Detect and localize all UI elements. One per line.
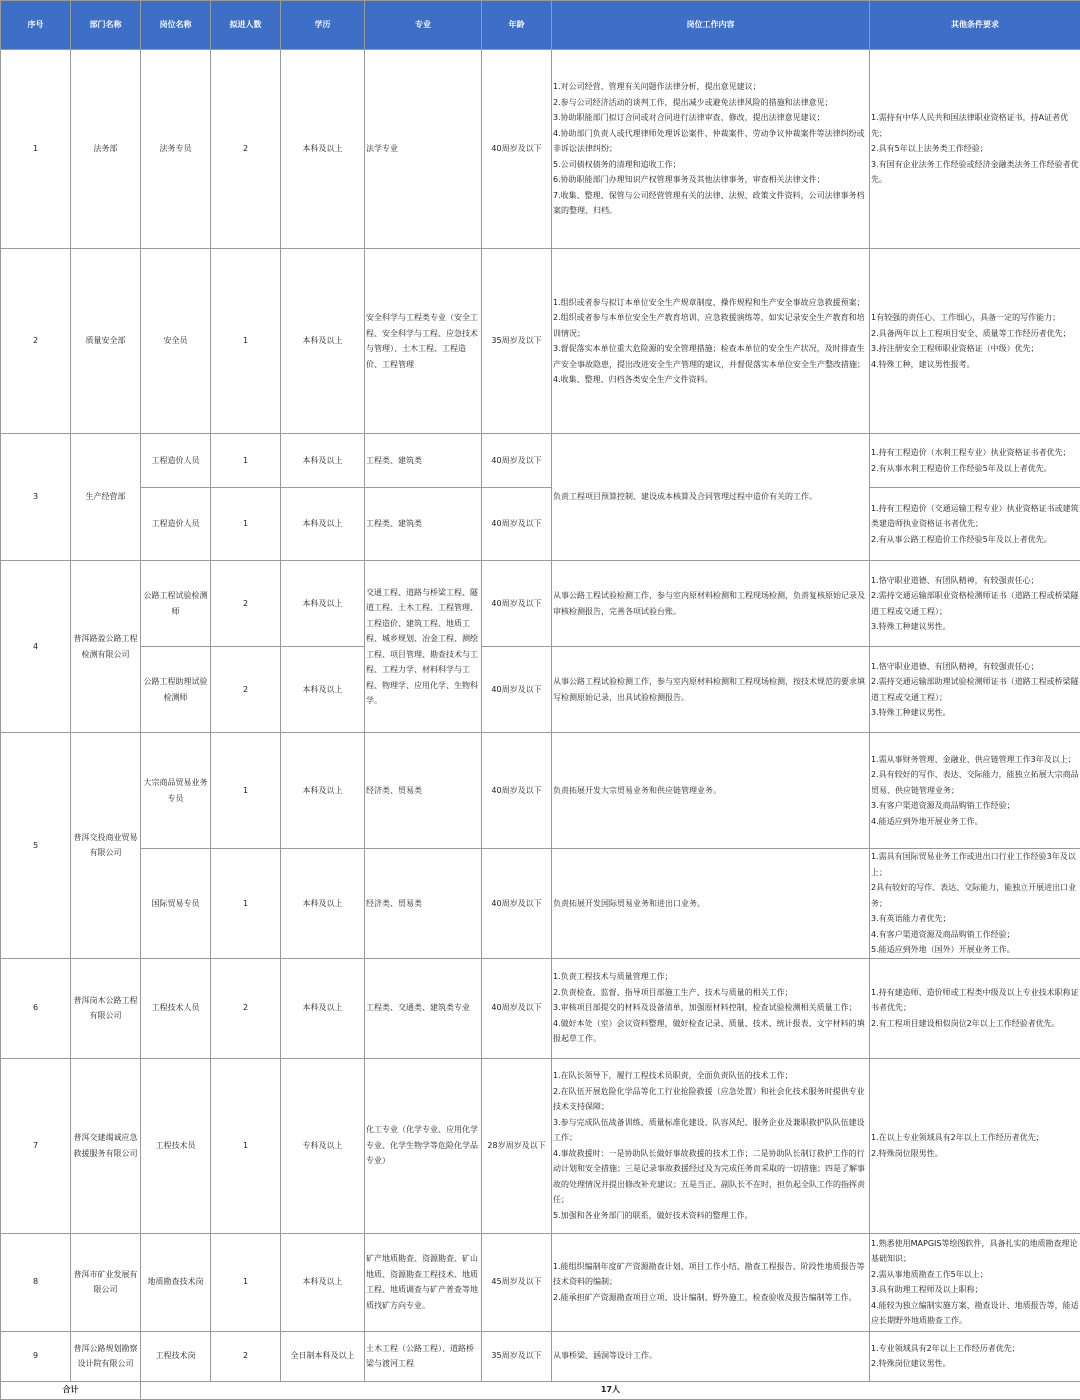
cell-no: 2 xyxy=(1,249,71,434)
cell-education: 本科及以上 xyxy=(281,488,365,561)
cell-no: 3 xyxy=(1,434,71,561)
cell-count: 1 xyxy=(211,1233,281,1331)
cell-requirements: 1.恪守职业道德、有团队精神，有较强责任心； 2.需持交通运输部助理试验检测师证书（道路工程或桥梁隧道工程或交通工程）； 3.特殊工种建议男性。 xyxy=(870,647,1080,733)
cell-major: 安全科学与工程类专业（安全工程、安全科学与工程、应急技术与管理）、土木工程、工程造价、工程管理 xyxy=(365,249,482,434)
cell-count: 2 xyxy=(211,561,281,647)
cell-duty: 负责拓展开发国际贸易业务和进出口业务。 xyxy=(552,849,870,959)
cell-major: 经济类、贸易类 xyxy=(365,733,482,849)
cell-count: 2 xyxy=(211,958,281,1058)
cell-no: 5 xyxy=(1,733,71,959)
cell-no: 4 xyxy=(1,561,71,733)
cell-position: 工程造价人员 xyxy=(141,488,211,561)
cell-duty: 1.组织或者参与拟订本单位安全生产规章制度、操作规程和生产安全事故应急救援预案； 2.组织或者参与本单位安全生产教育培训、应急救援演练等，如实记录安全生产教育和培训情况； 3.督促落实本单位重大危险源的安全管理措施；检查本单位的安全生产状况，及时排查生产安全事故隐患，提出改进安全生产管理的建议，并督促落实本单位安全生产整改措施； 4.收集、整理、归档各类安全生产文件资料。 xyxy=(552,249,870,434)
cell-position: 工程技术人员 xyxy=(141,958,211,1058)
cell-education: 本科及以上 xyxy=(281,647,365,733)
cell-count: 1 xyxy=(211,733,281,849)
total-label: 合计 xyxy=(1,1381,141,1399)
table-row xyxy=(1,1331,1080,1381)
table-row xyxy=(1,488,1080,561)
cell-count: 1 xyxy=(211,849,281,959)
cell-requirements: 1.需具有国际贸易业务工作或进出口行业工作经验3年及以上； 2具有较好的写作、表达、交际能力，能独立开展进出口业务； 3.有英语能力者优先； 4.有客户渠道资源及商品购销工作经验； 5.能适应到外地（国外）开展业务工作。 xyxy=(870,849,1080,959)
cell-count: 2 xyxy=(211,1331,281,1381)
table-row xyxy=(1,249,1080,434)
header-education: 学历 xyxy=(281,1,365,50)
cell-age: 40周岁及以下 xyxy=(482,849,552,959)
cell-education: 本科及以上 xyxy=(281,849,365,959)
cell-requirements: 1.在以上专业领域具有2年以上工作经历者优先； 2.特殊岗位限男性。 xyxy=(870,1058,1080,1233)
cell-dept: 生产经营部 xyxy=(71,434,141,561)
cell-age: 35周岁及以下 xyxy=(482,249,552,434)
cell-duty: 从事公路工程试验检测工作，参与室内原材料检测和工程现场检测，负责复核原始记录及审核检测报告，完善各项试验台账。 xyxy=(552,561,870,647)
cell-age: 40周岁及以下 xyxy=(482,488,552,561)
total-value: 17人 xyxy=(141,1381,1080,1399)
cell-no: 9 xyxy=(1,1331,71,1381)
table-row xyxy=(1,958,1080,1058)
cell-requirements: 1.持有工程造价（水利工程专业）执业资格证书者优先； 2.有从事水利工程造价工作经验5年及以上者优先。 xyxy=(870,434,1080,488)
header-requirements: 其他条件要求 xyxy=(870,1,1080,50)
cell-education: 本科及以上 xyxy=(281,1233,365,1331)
cell-count: 2 xyxy=(211,647,281,733)
cell-education: 本科及以上 xyxy=(281,561,365,647)
cell-age: 28岁周岁及以下 xyxy=(482,1058,552,1233)
table-row xyxy=(1,50,1080,249)
cell-dept: 普洱交投商业贸易有限公司 xyxy=(71,733,141,959)
cell-age: 45周岁及以下 xyxy=(482,1233,552,1331)
cell-duty: 从事公路工程试验检测工作，参与室内原材料检测和工程现场检测，按技术规范的要求填写检测原始记录，出具试验检测报告。 xyxy=(552,647,870,733)
cell-requirements: 1有较强的责任心、工作细心，具备一定的写作能力； 2.具备两年以上工程项目安全、质量等工作经历者优先； 3.持注册安全工程师职业资格证（中级）优先； 4.特殊工种，建议男性报考。 xyxy=(870,249,1080,434)
cell-education: 本科及以上 xyxy=(281,249,365,434)
header-major: 专业 xyxy=(365,1,482,50)
header-dept: 部门名称 xyxy=(71,1,141,50)
cell-duty: 负责工程项目预算控制、建设成本核算及合同管理过程中造价有关的工作。 xyxy=(552,434,870,561)
cell-count: 2 xyxy=(211,50,281,249)
table-row xyxy=(1,1233,1080,1331)
cell-no: 6 xyxy=(1,958,71,1058)
cell-age: 40周岁及以下 xyxy=(482,561,552,647)
header-duty: 岗位工作内容 xyxy=(552,1,870,50)
cell-position: 公路工程试验检测师 xyxy=(141,561,211,647)
table-row xyxy=(1,561,1080,647)
cell-count: 1 xyxy=(211,488,281,561)
cell-education: 专科及以上 xyxy=(281,1058,365,1233)
cell-position: 工程技术员 xyxy=(141,1058,211,1233)
cell-count: 1 xyxy=(211,434,281,488)
cell-position: 大宗商品贸易业务专员 xyxy=(141,733,211,849)
cell-dept: 普洱岗木公路工程有限公司 xyxy=(71,958,141,1058)
cell-major: 土木工程（公路工程）、道路桥梁与渡河工程 xyxy=(365,1331,482,1381)
cell-dept: 质量安全部 xyxy=(71,249,141,434)
header-no: 序号 xyxy=(1,1,71,50)
header-count: 拟进人数 xyxy=(211,1,281,50)
cell-age: 40周岁及以下 xyxy=(482,647,552,733)
cell-position: 工程技术岗 xyxy=(141,1331,211,1381)
cell-duty: 1.对公司经营、管理有关问题作法律分析，提出意见建议； 2.参与公司经济活动的谈判工作，提出减少或避免法律风险的措施和法律意见； 3.协助职能部门拟订合同或对合同进行法律审查、修改，提出法律意见建议； 4.协助部门负责人或代理律师处理诉讼案件、仲裁案件、劳动争议仲裁案件等法律纠纷或非诉讼法律纠纷； 5.公司债权债务的清理和追收工作； 6.协助职能部门办理知识产权管理事务及其他法律事务，审查相关法律文件； 7.收集、整理、保管与公司经营管理有关的法律、法规、政策文件资料，公司法律事务档案的整理、归档。 xyxy=(552,50,870,249)
header-age: 年龄 xyxy=(482,1,552,50)
cell-position: 法务专员 xyxy=(141,50,211,249)
cell-requirements: 1.专业领域具有2年以上工作经历者优先； 2.特殊岗位建议男性。 xyxy=(870,1331,1080,1381)
cell-major: 工程类、建筑类 xyxy=(365,434,482,488)
cell-education: 本科及以上 xyxy=(281,958,365,1058)
cell-duty: 负责拓展开发大宗贸易业务和供应链管理业务。 xyxy=(552,733,870,849)
table-row xyxy=(1,733,1080,849)
header-position: 岗位名称 xyxy=(141,1,211,50)
header-row xyxy=(1,1,1080,50)
cell-duty: 1.能组织编制年度矿产资源勘查计划、项目工作小结、勘查工程报告、阶段性地质报告等技术资料的编制； 2.能承担矿产资源勘查项目立项、设计编制、野外施工，检查验收及报告编制等工作。 xyxy=(552,1233,870,1331)
cell-position: 工程造价人员 xyxy=(141,434,211,488)
cell-requirements: 1.熟悉使用MAPGIS等绘图软件，具备扎实的地质勘查理论基础知识； 2.需从事地质勘查工作5年以上； 3.具有助理工程师及以上职称； 4.能较为独立编制实施方案、勘查设计、地质报告等，能适应长期野外地质勘查工作。 xyxy=(870,1233,1080,1331)
cell-duty: 1.在队长领导下，履行工程技术员职责，全面负责队伍的技术工作； 2.在队伍开展危险化学品等化工行业抢险救援（应急处置）和社会化技术服务时提供专业技术支持保障； 3.参与完成队伍战备训练、质量标准化建设、队容风纪、服务企业及兼职救护队队伍建设工作； 4.事故救援时：一是协助队长做好事故救援的技术工作；二是协助队长制订救护工作的行动计划和安全措施；三是记录事故救援经过及为完成任务而采取的一切措施；四是了解事故的处理情况并提出修改补充建议；五是当正、副队长不在时，担负起全队工作的指挥责任； 5.加强和各业务部门的联系，做好技术资料的整理工作。 xyxy=(552,1058,870,1233)
table-row xyxy=(1,434,1080,488)
cell-age: 35周岁及以下 xyxy=(482,1331,552,1381)
cell-position: 公路工程助理试验检测师 xyxy=(141,647,211,733)
cell-age: 40周岁及以下 xyxy=(482,434,552,488)
cell-major: 化工专业（化学专业、应用化学专业、化学生物学等危险化学品专业） xyxy=(365,1058,482,1233)
cell-count: 1 xyxy=(211,249,281,434)
cell-no: 1 xyxy=(1,50,71,249)
cell-position: 安全员 xyxy=(141,249,211,434)
table-row xyxy=(1,849,1080,959)
cell-education: 全日制本科及以上 xyxy=(281,1331,365,1381)
cell-major: 矿产地质勘查、资源勘查、矿山地质、资源勘查工程技术、地质工程、地质调查与矿产普查等地质找矿方向专业。 xyxy=(365,1233,482,1331)
cell-duty: 1.负责工程技术与质量管理工作； 2.负责检查、监督、指导项目部施工生产、技术与质量的相关工作； 3.审核项目部提交的材料及设备清单，加强原材料控制，检查试验检测相关质量工作； 4.做好本处（室）会议资料整理，做好检查记录、质量、技术、统计报表、文字材料的填报起草工作。 xyxy=(552,958,870,1058)
cell-dept: 普洱路盈公路工程检测有限公司 xyxy=(71,561,141,733)
cell-no: 8 xyxy=(1,1233,71,1331)
cell-education: 本科及以上 xyxy=(281,50,365,249)
cell-position: 地质勘查技术岗 xyxy=(141,1233,211,1331)
cell-education: 本科及以上 xyxy=(281,733,365,849)
cell-count: 1 xyxy=(211,1058,281,1233)
cell-major: 交通工程、道路与桥梁工程、隧道工程、土木工程、工程管理、工程造价、建筑工程、地质工程、城乡规划、冶金工程、测绘工程、项目管理、勘查技术与工程、工程力学、材料科学与工程、物理学、应用化学、生物科学。 xyxy=(365,561,482,733)
cell-age: 40周岁及以下 xyxy=(482,958,552,1058)
cell-age: 40周岁及以下 xyxy=(482,50,552,249)
cell-major: 经济类、贸易类 xyxy=(365,849,482,959)
table-row xyxy=(1,1058,1080,1233)
total-row xyxy=(1,1381,1080,1399)
cell-requirements: 1.持有建造师、造价师或工程类中级及以上专业技术职称证书者优先； 2.有工程项目建设相似岗位2年以上工作经验者优先。 xyxy=(870,958,1080,1058)
cell-no: 7 xyxy=(1,1058,71,1233)
cell-requirements: 1.需从事财务管理、金融业、供应链管理工作3年及以上； 2.具有较好的写作、表达、交际能力，能独立拓展大宗商品贸易、供应链管理业务； 3.有客户渠道资源及商品购销工作经验； 4.能适应到外地开展业务工作。 xyxy=(870,733,1080,849)
cell-requirements: 1.需持有中华人民共和国法律职业资格证书，持A证者优先； 2.具有5年以上法务类工作经验； 3.有国有企业法务工作经验或经济金融类法务工作经验者优先。 xyxy=(870,50,1080,249)
cell-major: 工程类、交通类、建筑类专业 xyxy=(365,958,482,1058)
table-row xyxy=(1,647,1080,733)
cell-dept: 普洱市矿业发展有限公司 xyxy=(71,1233,141,1331)
cell-major: 工程类、建筑类 xyxy=(365,488,482,561)
cell-education: 本科及以上 xyxy=(281,434,365,488)
cell-position: 国际贸易专员 xyxy=(141,849,211,959)
cell-dept: 普洱交建竭诚应急救援服务有限公司 xyxy=(71,1058,141,1233)
cell-dept: 普洱公路规划勘察设计院有限公司 xyxy=(71,1331,141,1381)
cell-age: 40周岁及以下 xyxy=(482,733,552,849)
cell-duty: 从事桥梁、涵洞等设计工作。 xyxy=(552,1331,870,1381)
cell-major: 法学专业 xyxy=(365,50,482,249)
cell-requirements: 1.持有工程造价（交通运输工程专业）执业资格证书或建筑类建造师执业资格证书者优先； 2.有从事公路工程造价工作经验5年及以上者优先。 xyxy=(870,488,1080,561)
cell-dept: 法务部 xyxy=(71,50,141,249)
cell-requirements: 1.恪守职业道德、有团队精神，有较强责任心； 2.需持交通运输部职业资格检测师证书（道路工程或桥梁隧道工程或交通工程）； 3.特殊工种建议男性。 xyxy=(870,561,1080,647)
